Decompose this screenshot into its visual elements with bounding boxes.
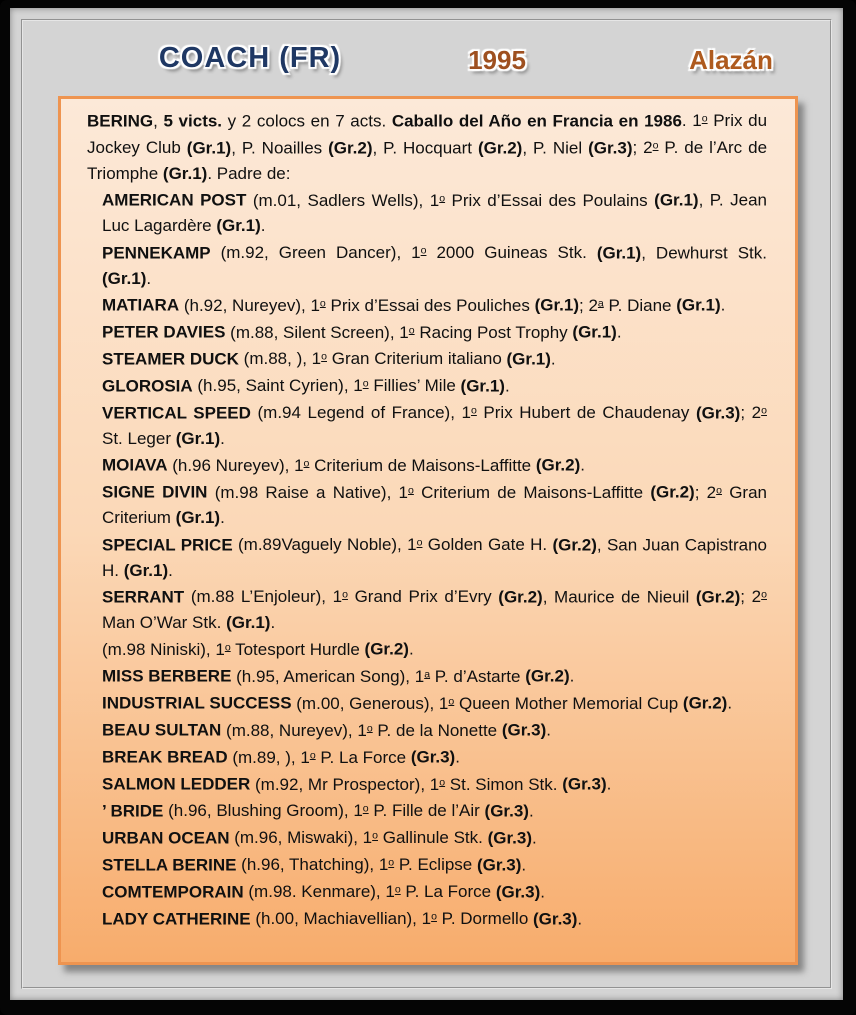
ordinal-indicator: o (224, 641, 231, 654)
text-segment: STELLA BERINE (102, 855, 237, 875)
text-segment: (m.00, Generous), 1$^o$ Queen Mother Memorial Cup (291, 693, 683, 713)
ordinal-indicator: o (761, 589, 767, 602)
ordinal-indicator: o (362, 377, 369, 390)
text-segment: (h.00, Machiavellian), 1$^o$ P. Dormello (250, 909, 534, 929)
text-segment: . Padre de: (207, 163, 291, 183)
text-segment: MOIAVA (102, 455, 168, 475)
text-segment: , Dewhurst Stk. (641, 243, 767, 263)
text-segment: (h.95, American Song), 1$^a$ P. d’Astarte (231, 666, 526, 686)
text-segment: (Gr.3) (410, 747, 456, 767)
coat-color-label: Alazán (689, 45, 773, 75)
paragraph-progeny-special-price (87, 531, 767, 583)
horse-name-title: COACH (FR) (158, 42, 342, 74)
ordinal-indicator: o (366, 722, 373, 735)
text-segment: (Gr.3) (484, 801, 529, 821)
paragraph-progeny-miss-berbere (87, 662, 767, 689)
text-segment: ; 2$^o$ Gran Criterium (102, 482, 768, 528)
text-segment: (m.94 Legend of France), 1$^o$ Prix Hubert de Chaudenay (250, 403, 696, 423)
text-segment: ; 2$^o$ Man O’War Stk. (102, 587, 767, 632)
text-segment: PETER DAVIES (102, 322, 226, 342)
text-segment: (Gr.1) (534, 295, 579, 315)
text-segment: (m.92, Green Dancer), 1$^o$ 2000 Guineas Stk. (210, 243, 597, 263)
text-segment: (m.01, Sadlers Wells), 1$^o$ Prix d’Essai des Poulains (246, 190, 655, 210)
text-segment: (Gr.1) (186, 138, 232, 158)
ordinal-indicator: o (321, 351, 327, 364)
ordinal-indicator: o (431, 910, 437, 923)
text-segment: . (720, 295, 726, 315)
text-segment: SALMON LEDDER (102, 774, 251, 794)
text-segment: , P. Jean Luc Lagardère (102, 190, 767, 236)
text-segment: (Gr.1) (506, 349, 551, 369)
ordinal-indicator: o (701, 113, 708, 125)
text-segment: . (504, 376, 510, 396)
ordinal-indicator: o (420, 244, 427, 257)
text-segment: . (540, 882, 545, 902)
text-segment: ; 2$^a$ P. Diane (579, 295, 677, 315)
text-segment: (m.88, Silent Screen), 1$^o$ Racing Post Trophy (225, 322, 573, 342)
text-segment: . (550, 349, 556, 369)
ordinal-indicator: o (439, 192, 446, 205)
ordinal-indicator: o (362, 803, 369, 816)
text-segment: . (727, 693, 733, 713)
ordinal-indicator: o (408, 324, 415, 337)
text-segment: (Gr.3) (562, 774, 607, 794)
text-segment: (Gr.3) (501, 720, 547, 740)
text-segment: (Gr.3) (487, 828, 533, 848)
paragraph-progeny-peter-davies (87, 318, 767, 345)
text-segment: (m.88, ), 1$^o$ Gran Criterium italiano (238, 349, 507, 369)
ordinal-indicator: o (761, 404, 767, 417)
text-segment: Caballo del Año en Francia en 1986 (391, 111, 682, 131)
ordinal-indicator: o (416, 536, 423, 549)
ordinal-indicator: o (394, 883, 401, 896)
paragraph-progeny-glorosia (87, 372, 767, 399)
text-segment: . 1$^o$ Prix du Jockey Club (87, 111, 768, 158)
ordinal-indicator: o (303, 457, 310, 470)
text-segment: (Gr.2) (525, 666, 570, 686)
text-segment: (m.98 Raise a Native), 1$^o$ Criterium de Maisons-Laffitte (207, 482, 651, 502)
paragraph-progeny-vertical-speed (87, 399, 767, 451)
text-segment: , San Juan Capistrano H. (102, 535, 767, 580)
text-segment: (Gr.2) (477, 138, 523, 158)
text-segment: GLOROSIA (102, 376, 193, 396)
text-segment: (Gr.2) (552, 535, 597, 555)
text-segment: (m.88, Nureyev), 1$^o$ P. de la Nonette (221, 720, 502, 740)
paragraph-progeny-bride (87, 797, 767, 824)
text-segment: (m.89, ), 1$^o$ P. La Force (227, 747, 411, 767)
ordinal-indicator: o (439, 776, 446, 789)
text-segment: (Gr.1) (175, 508, 221, 528)
text-segment: . (146, 268, 152, 288)
text-segment: , Maurice de Nieuil (542, 587, 696, 607)
text-segment: , P. Noailles (231, 138, 329, 158)
ordinal-indicator: a (424, 668, 431, 681)
paragraph-progeny-moiava (87, 451, 767, 478)
text-segment: . (532, 828, 537, 848)
text-segment: ; 2$^o$ St. Leger (102, 403, 767, 448)
paragraph-progeny-pennekamp (87, 239, 767, 291)
text-segment: , P. Niel (522, 138, 589, 158)
text-segment: LADY CATHERINE (102, 909, 251, 929)
text-segment: . (270, 612, 276, 632)
paragraph-progeny-american-post (87, 186, 767, 238)
text-segment: BERING (87, 111, 154, 131)
text-segment: (Gr.2) (364, 639, 409, 659)
text-segment: (Gr.2) (328, 138, 373, 158)
text-segment: (Gr.1) (102, 268, 147, 288)
text-segment: . (577, 909, 583, 929)
text-segment: , (153, 111, 164, 131)
text-segment: (Gr.3) (476, 855, 522, 875)
text-segment: (h.96 Nureyev), 1$^o$ Criterium de Maisons-Laffitte (167, 455, 536, 475)
text-segment: . (546, 720, 551, 740)
text-segment: SERRANT (102, 587, 185, 607)
paragraph-progeny-steamer-duck (87, 345, 767, 372)
ordinal-indicator: o (319, 297, 326, 310)
ordinal-indicator: o (448, 695, 455, 708)
paragraph-progeny-serrant (87, 583, 767, 635)
text-segment: (h.95, Saint Cyrien), 1$^o$ Fillies’ Mile (192, 376, 461, 396)
text-segment: (Gr.3) (695, 403, 741, 423)
text-segment: . (521, 855, 527, 875)
paragraph-progeny-industrial-success (87, 689, 767, 716)
paragraph-progeny-comtemporain (87, 878, 767, 905)
text-segment: , P. Hocquart (372, 138, 478, 158)
paragraph-progeny-urban-ocean (87, 824, 767, 851)
pedigree-panel (58, 96, 798, 965)
ordinal-indicator: o (470, 404, 477, 417)
text-segment: INDUSTRIAL SUCCESS (102, 693, 292, 713)
paragraph-progeny-break-bread (87, 743, 767, 770)
text-segment: y 2 colocs en 7 acts. (222, 111, 392, 131)
paragraph-progeny-matiara (87, 291, 767, 318)
text-segment: (Gr.1) (572, 322, 617, 342)
paragraph-progeny-unnamed-niniski (87, 635, 767, 662)
text-segment: . (408, 639, 414, 659)
text-segment: . (260, 216, 266, 236)
text-segment: . (168, 560, 173, 580)
text-segment: (Gr.3) (533, 909, 578, 929)
text-segment: . (606, 774, 612, 794)
paragraph-progeny-salmon-ledder (87, 770, 767, 797)
text-segment: (Gr.1) (676, 295, 721, 315)
text-segment: (m.98. Kenmare), 1$^o$ P. La Force (243, 882, 496, 902)
text-segment: (Gr.2) (650, 482, 695, 502)
text-segment: BEAU SULTAN (102, 720, 222, 740)
paragraph-progeny-lady-catherine (87, 905, 767, 932)
text-segment: . (220, 428, 225, 448)
text-segment: (Gr.1) (175, 428, 221, 448)
text-segment: SIGNE DIVIN (102, 482, 208, 502)
paragraph-progeny-signe-divin (87, 478, 767, 530)
text-segment: (m.88 L’Enjoleur), 1$^o$ Grand Prix d’Evry (184, 587, 499, 607)
ordinal-indicator: o (372, 829, 378, 842)
text-segment: . (580, 455, 585, 475)
text-segment: ; 2$^o$ P. de l’Arc de Triomphe (87, 138, 768, 183)
text-segment: (m.96, Miswaki), 1$^o$ Gallinule Stk. (229, 828, 488, 848)
text-segment: (h.96, Blushing Groom), 1$^o$ P. Fille de l’Air (163, 801, 485, 821)
text-segment: (Gr.1) (226, 612, 271, 632)
text-segment: (m.92, Mr Prospector), 1$^o$ St. Simon Stk. (250, 774, 563, 794)
ordinal-indicator: o (408, 484, 414, 497)
birth-year: 1995 (468, 45, 526, 75)
paragraph-progeny-stella-berine (87, 851, 767, 878)
text-segment: BREAK BREAD (102, 747, 228, 767)
paragraph-progeny-beau-sultan (87, 716, 767, 743)
text-segment: AMERICAN POST (102, 190, 247, 210)
text-segment: (h.96, Thatching), 1$^o$ P. Eclipse (236, 855, 477, 875)
text-segment: (Gr.1) (596, 243, 642, 263)
text-segment: (Gr.1) (162, 163, 208, 183)
text-segment: (m.89Vaguely Noble), 1$^o$ Golden Gate H. (232, 535, 553, 555)
text-segment: (Gr.1) (123, 560, 169, 580)
text-segment: URBAN OCEAN (102, 828, 230, 848)
ordinal-indicator: a (597, 297, 604, 310)
ordinal-indicator: o (309, 749, 316, 762)
text-segment: . (616, 322, 622, 342)
text-segment: . (220, 508, 225, 528)
text-segment: SPECIAL PRICE (102, 535, 233, 555)
text-segment: VERTICAL SPEED (102, 403, 251, 423)
ordinal-indicator: o (342, 589, 348, 602)
text-segment: ’ BRIDE (102, 801, 164, 821)
text-segment: . (569, 666, 575, 686)
text-segment: (Gr.3) (588, 138, 633, 158)
text-segment: MISS BERBERE (102, 666, 232, 686)
text-segment: (Gr.3) (495, 882, 541, 902)
text-segment: . (455, 747, 460, 767)
text-segment: MATIARA (102, 295, 180, 315)
text-segment: STEAMER DUCK (102, 349, 239, 369)
text-segment: (Gr.2) (498, 587, 543, 607)
ordinal-indicator: o (388, 856, 395, 869)
text-segment: (h.92, Nureyev), 1$^o$ Prix d’Essai des Pouliches (179, 295, 535, 315)
paragraph-sire-summary (87, 107, 767, 186)
text-segment: . (528, 801, 534, 821)
ordinal-indicator: o (716, 484, 722, 497)
text-segment: (m.98 Niniski), 1$^o$ Totesport Hurdle (102, 639, 365, 659)
text-segment: (Gr.2) (682, 693, 728, 713)
text-segment: (Gr.2) (695, 587, 741, 607)
text-segment: PENNEKAMP (102, 243, 211, 263)
text-segment: (Gr.1) (654, 190, 699, 210)
text-segment: (Gr.1) (216, 216, 261, 236)
text-segment: COMTEMPORAIN (102, 882, 244, 902)
ordinal-indicator: o (652, 139, 659, 152)
pedigree-text (61, 99, 795, 962)
text-segment: 5 victs. (163, 111, 223, 131)
text-segment: (Gr.1) (460, 376, 505, 396)
text-segment: (Gr.2) (535, 455, 581, 475)
